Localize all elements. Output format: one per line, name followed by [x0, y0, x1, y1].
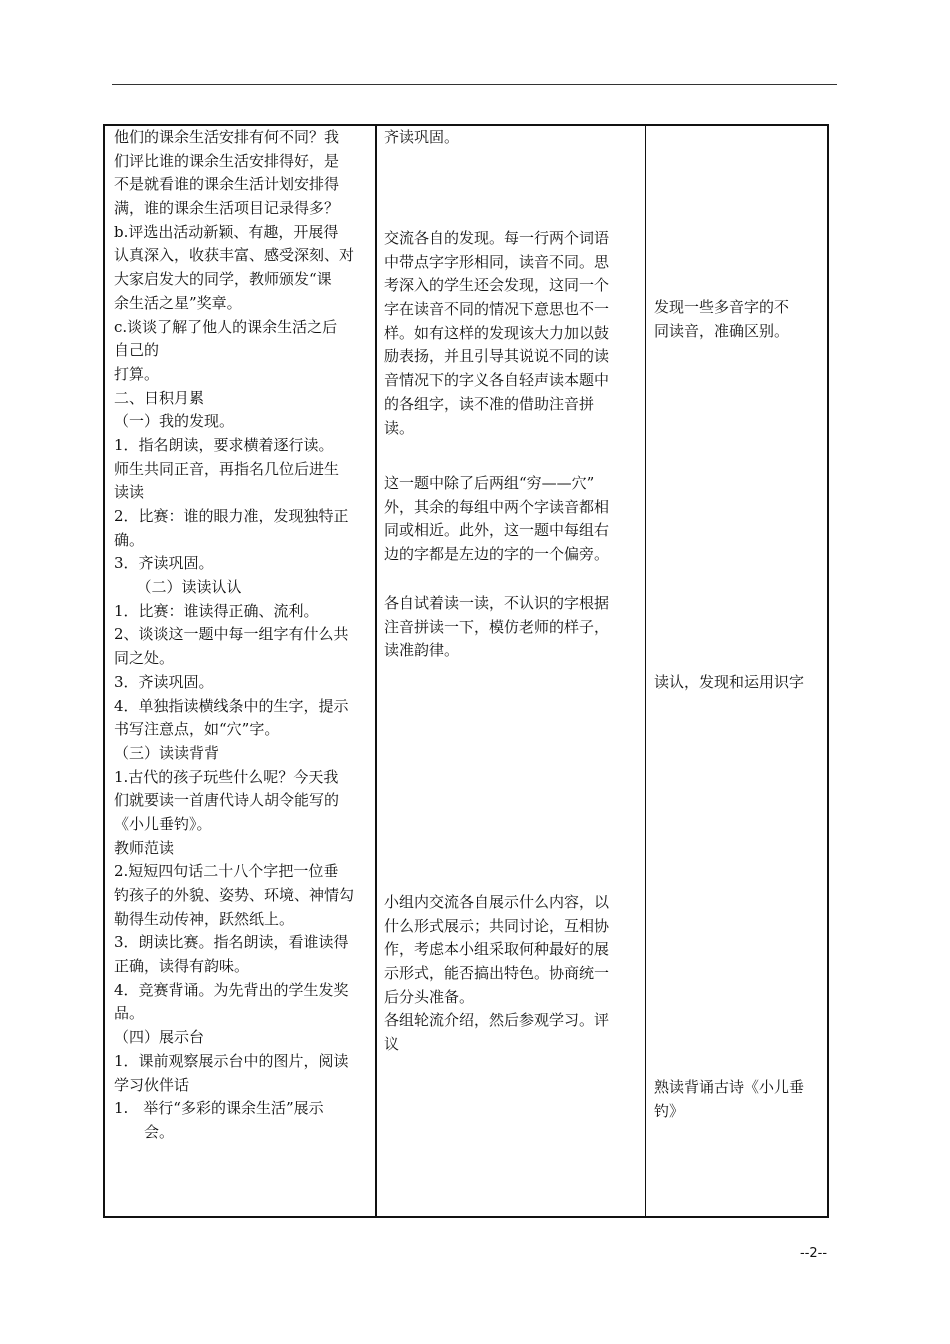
text-line: 各组轮流介绍，然后参观学习。评	[384, 1011, 610, 1030]
student-block-2	[384, 227, 638, 440]
text-line: 余生活之星”奖章。	[114, 293, 242, 312]
text-line: 读。	[384, 418, 415, 437]
text-line: 发现一些多音字的不	[654, 298, 790, 316]
text-line: 大家启发大的同学，教师颁发“课	[114, 270, 332, 289]
text-line: 打算。	[114, 364, 160, 383]
text-line: 中带点字字形相同，读音不同。思	[384, 252, 610, 271]
text-line: 各自试着读一读，不认识的字根据	[384, 594, 610, 612]
text-line: 教师范读	[114, 838, 175, 857]
intent-block-3	[654, 1076, 824, 1123]
text-line: b.评选出活动新颖、有趣，开展得	[114, 222, 339, 241]
text-line: 2．比赛：谁的眼力准，发现独特正	[114, 507, 349, 525]
text-line: 什么形式展示；共同讨论，互相协	[384, 916, 610, 935]
text-line: 音情况下的字义各自轻声读本题中	[384, 371, 610, 390]
text-line: 样。如有这样的发现该大力加以鼓	[384, 323, 610, 342]
text-line: 1．比赛：谁读得正确、流利。	[114, 601, 319, 620]
text-line: 2、谈谈这一题中每一组字有什么共	[114, 625, 349, 644]
text-line: 会。	[114, 1122, 175, 1141]
text-line: 同读音，准确区别。	[654, 321, 790, 340]
student-block-1	[384, 126, 638, 150]
text-line: 齐读巩固。	[384, 128, 460, 146]
text-line: 读认，发现和运用识字	[654, 673, 805, 691]
page-number: --2--	[800, 1246, 828, 1261]
text-line: 1．课前观察展示台中的图片，阅读	[114, 1051, 349, 1070]
text-line: 不是就看谁的课余生活计划安排得	[114, 175, 340, 194]
intent-block-1	[654, 296, 824, 343]
student-block-4	[384, 592, 638, 663]
column-divider-2	[645, 124, 646, 1218]
text-line: 作，考虑本小组采取何种最好的展	[384, 940, 610, 959]
text-line: 学习伙伴话	[114, 1075, 190, 1094]
text-line: 后分头准备。	[384, 987, 475, 1006]
text-line: 3．朗读比赛。指名朗读，看谁读得	[114, 933, 349, 952]
text-line: 书写注意点，如“穴”字。	[114, 720, 280, 739]
text-line: 钓孩子的外貌、姿势、环境、神情勾	[114, 886, 355, 904]
text-line: 3．齐读巩固。	[114, 554, 214, 573]
text-line: 同或相近。此外，这一题中每组右	[384, 521, 610, 540]
text-line: 1．指名朗读，要求横着逐行读。	[114, 435, 334, 454]
text-line: 2.短短四句话二十八个字把一位垂	[114, 862, 339, 881]
text-line: 4．单独指读横线条中的生字，提示	[114, 696, 349, 715]
subsection-heading: （四）展示台	[114, 1028, 205, 1047]
header-rule	[112, 84, 837, 85]
text-line: 字在读音不同的情况下意思也不一	[384, 300, 610, 319]
text-line: 们评比谁的课余生活安排得好，是	[114, 151, 340, 170]
text-line: 熟读背诵古诗《小儿垂	[654, 1078, 805, 1096]
subsection-heading: （三）读读背背	[114, 743, 220, 762]
text-line: 小组内交流各自展示什么内容，以	[384, 893, 610, 911]
text-line: 3．齐读巩固。	[114, 672, 214, 691]
text-line: 读读	[114, 483, 145, 502]
text-line: 的各组字，读不准的借助注音拼	[384, 394, 595, 413]
text-line: 4．竞赛背诵。为先背出的学生发奖	[114, 980, 349, 999]
teaching-process-column	[114, 126, 370, 1145]
student-block-5	[384, 891, 638, 1057]
text-line: 《小儿垂钓》。	[114, 814, 212, 833]
text-line: 示形式，能否搞出特色。协商统一	[384, 964, 610, 983]
section-heading: 二、日积月累	[114, 388, 205, 407]
text-line: 同之处。	[114, 649, 175, 668]
text-line: 注音拼读一下，模仿老师的样子，	[384, 617, 610, 636]
text-line: 议	[384, 1035, 400, 1054]
text-line: 考深入的学生还会发现，这同一个	[384, 276, 610, 295]
column-divider-1	[375, 124, 377, 1218]
text-line: 外，其余的每组中两个字读音都相	[384, 497, 610, 516]
student-block-3	[384, 472, 638, 567]
text-line: c.谈谈了解了他人的课余生活之后	[114, 317, 338, 336]
text-line: 读准韵律。	[384, 641, 460, 660]
text-line: 交流各自的发现。每一行两个词语	[384, 229, 610, 247]
subsection-heading: （一）我的发现。	[114, 412, 235, 431]
text-line: 自己的	[114, 341, 160, 360]
text-line: 品。	[114, 1004, 145, 1023]
text-line: 勒得生动传神，跃然纸上。	[114, 909, 295, 928]
text-line: 励表扬，并且引导其说说不同的读	[384, 347, 610, 366]
text-line: 认真深入，收获丰富、感受深刻、对	[114, 246, 355, 265]
text-line: 边的字都是左边的字的一个偏旁。	[384, 545, 610, 564]
text-line: 1.古代的孩子玩些什么呢？今天我	[114, 767, 339, 786]
subsection-heading: （二）读读认认	[114, 578, 242, 597]
text-line: 钓》	[654, 1101, 685, 1120]
text-line: 确。	[114, 530, 145, 549]
text-line: 师生共同正音，再指名几位后进生	[114, 459, 340, 478]
text-line: 这一题中除了后两组“穷——穴”	[384, 474, 595, 492]
text-line: 满，谁的课余生活项目记录得多？	[114, 199, 340, 218]
text-line: 他们的课余生活安排有何不同？我	[114, 128, 340, 146]
text-line: 正确，读得有韵味。	[114, 957, 250, 976]
text-line: 们就要读一首唐代诗人胡令能写的	[114, 791, 340, 810]
text-line: 1. 举行“多彩的课余生活”展示	[114, 1099, 324, 1118]
intent-block-2	[654, 671, 824, 695]
